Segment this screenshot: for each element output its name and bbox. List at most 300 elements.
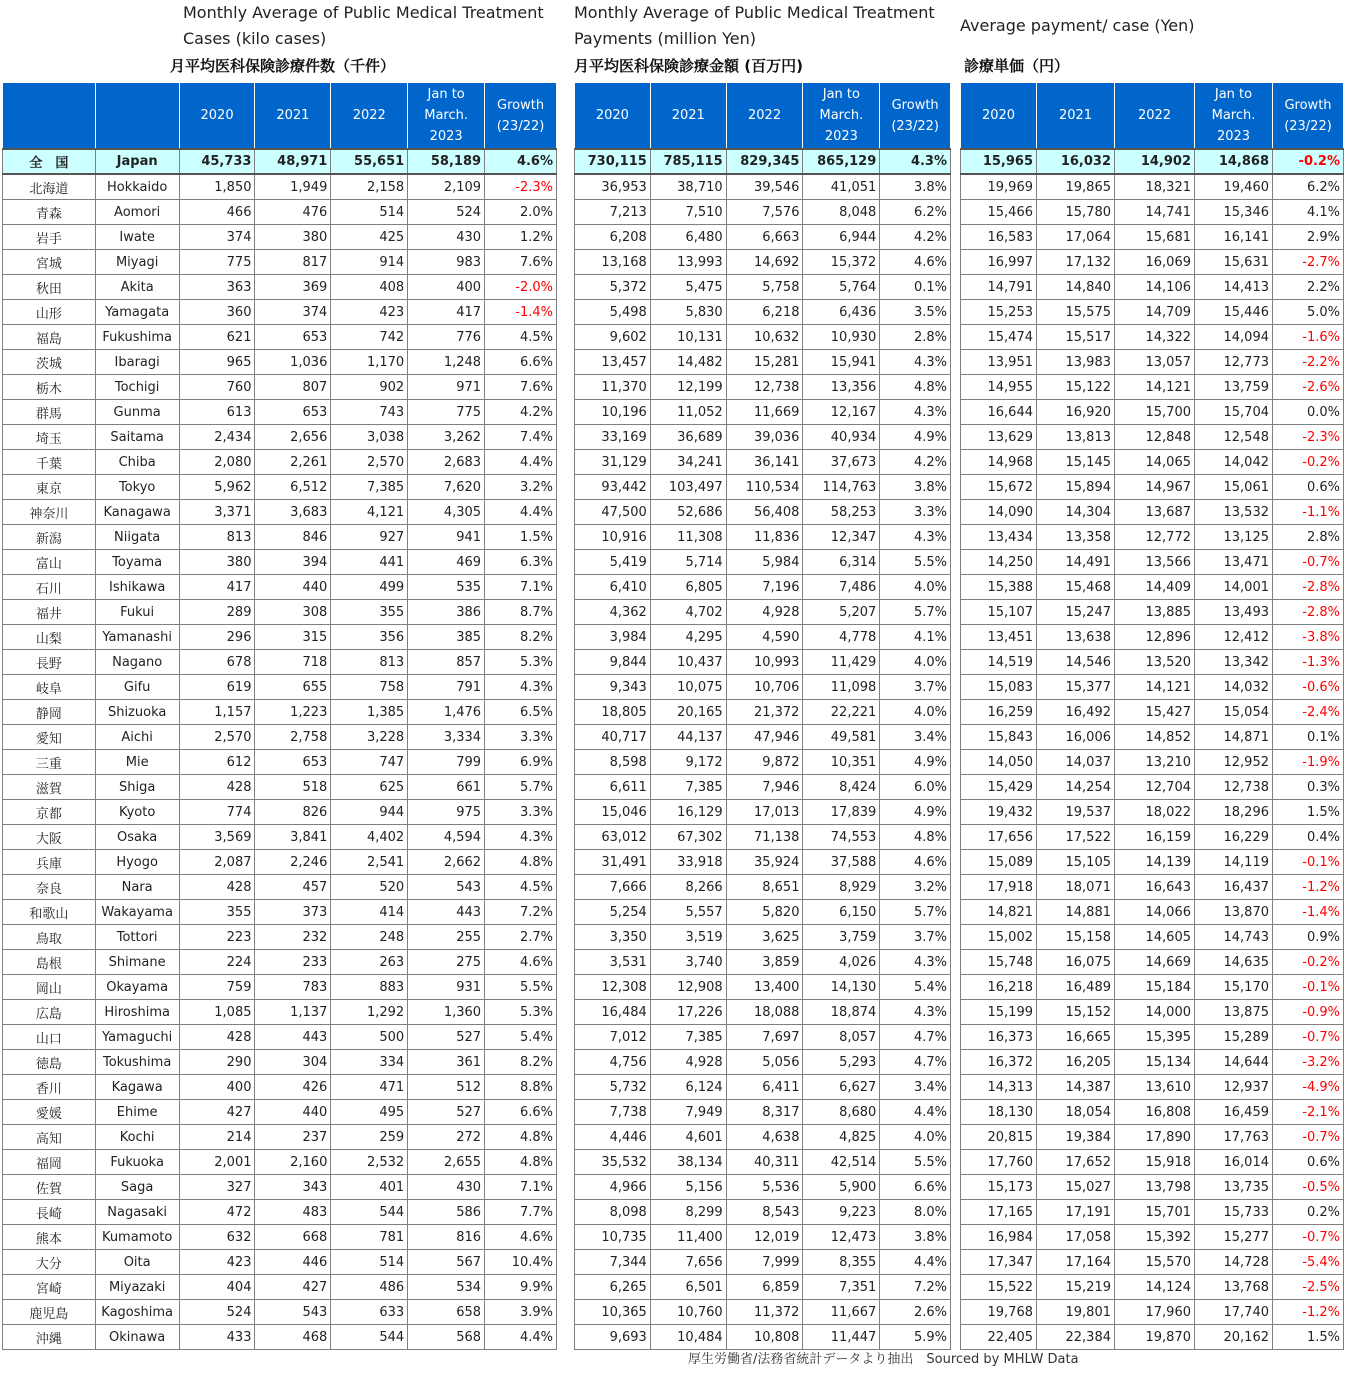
value-cell: 31,129 xyxy=(575,450,651,475)
prefecture-en-cell: Miyazaki xyxy=(95,1275,179,1300)
value-cell: 14,605 xyxy=(1115,925,1195,950)
value-cell: 2,434 xyxy=(179,425,255,450)
value-cell: 40,311 xyxy=(726,1150,803,1175)
value-cell: 12,199 xyxy=(650,375,726,400)
value-cell: 9,343 xyxy=(575,675,651,700)
table-row xyxy=(3,350,557,375)
value-cell: 468 xyxy=(255,1325,331,1350)
value-cell: 15,372 xyxy=(803,250,880,275)
prefecture-en-cell: Hiroshima xyxy=(95,1000,179,1025)
value-cell: 944 xyxy=(331,800,408,825)
value-cell: 760 xyxy=(179,375,255,400)
value-cell: 14,868 xyxy=(1195,149,1273,174)
value-cell: 613 xyxy=(179,400,255,425)
table-row xyxy=(3,174,557,200)
value-cell: 425 xyxy=(331,225,408,250)
value-cell: 56,408 xyxy=(726,500,803,525)
value-cell: 404 xyxy=(179,1275,255,1300)
growth-cell: 2.7% xyxy=(485,925,557,950)
value-cell: 14,955 xyxy=(961,375,1037,400)
value-cell: 16,129 xyxy=(650,800,726,825)
value-cell: 35,532 xyxy=(575,1150,651,1175)
value-cell: 14,254 xyxy=(1037,775,1115,800)
value-cell: 16,218 xyxy=(961,975,1037,1000)
value-cell: 15,122 xyxy=(1037,375,1115,400)
growth-cell: 7.2% xyxy=(485,900,557,925)
value-cell: 11,098 xyxy=(803,675,880,700)
value-cell: 15,570 xyxy=(1115,1250,1195,1275)
growth-cell: 6.2% xyxy=(880,200,951,225)
growth-cell: -5.4% xyxy=(1273,1250,1344,1275)
table-row xyxy=(575,1325,951,1350)
value-cell: 846 xyxy=(255,525,331,550)
prefecture-en-cell: Oita xyxy=(95,1250,179,1275)
value-cell: 12,772 xyxy=(1115,525,1195,550)
table-row xyxy=(961,375,1344,400)
value-cell: 36,953 xyxy=(575,174,651,200)
value-cell: 6,265 xyxy=(575,1275,651,1300)
growth-cell: 3.9% xyxy=(485,1300,557,1325)
value-cell: 5,156 xyxy=(650,1175,726,1200)
value-cell: 17,347 xyxy=(961,1250,1037,1275)
table-row xyxy=(3,675,557,700)
header-blank xyxy=(95,83,179,150)
prefecture-en-cell: Hyogo xyxy=(95,850,179,875)
value-cell: 3,859 xyxy=(726,950,803,975)
value-cell: 17,760 xyxy=(961,1150,1037,1175)
value-cell: 18,088 xyxy=(726,1000,803,1025)
value-cell: 6,663 xyxy=(726,225,803,250)
growth-cell: 4.6% xyxy=(485,149,557,174)
prefecture-ja-cell: 長崎 xyxy=(3,1200,96,1225)
value-cell: 12,548 xyxy=(1195,425,1273,450)
growth-cell: -4.9% xyxy=(1273,1075,1344,1100)
growth-cell: 5.7% xyxy=(880,600,951,625)
value-cell: 356 xyxy=(331,625,408,650)
prefecture-en-cell: Yamagata xyxy=(95,300,179,325)
value-cell: 48,971 xyxy=(255,149,331,174)
value-cell: 443 xyxy=(408,900,485,925)
value-cell: 17,164 xyxy=(1037,1250,1115,1275)
value-cell: 19,460 xyxy=(1195,174,1273,200)
payments-header-row xyxy=(575,83,951,150)
value-cell: 975 xyxy=(408,800,485,825)
value-cell: 9,693 xyxy=(575,1325,651,1350)
prefecture-ja-cell: 沖縄 xyxy=(3,1325,96,1350)
value-cell: 7,666 xyxy=(575,875,651,900)
growth-cell: 7.6% xyxy=(485,375,557,400)
value-cell: 534 xyxy=(408,1275,485,1300)
value-cell: 15,466 xyxy=(961,200,1037,225)
value-cell: 15,002 xyxy=(961,925,1037,950)
value-cell: 14,130 xyxy=(803,975,880,1000)
value-cell: 632 xyxy=(179,1225,255,1250)
header-2022: 2022 xyxy=(1115,83,1195,150)
value-cell: 13,342 xyxy=(1195,650,1273,675)
value-cell: 8,098 xyxy=(575,1200,651,1225)
value-cell: 14,001 xyxy=(1195,575,1273,600)
value-cell: 1,223 xyxy=(255,700,331,725)
prefecture-ja-cell: 鹿児島 xyxy=(3,1300,96,1325)
prefecture-en-cell: Gifu xyxy=(95,675,179,700)
table-row xyxy=(961,1200,1344,1225)
value-cell: 544 xyxy=(331,1325,408,1350)
growth-cell: -2.7% xyxy=(1273,250,1344,275)
value-cell: 4,702 xyxy=(650,600,726,625)
value-cell: 52,686 xyxy=(650,500,726,525)
table-row xyxy=(3,525,557,550)
value-cell: 18,805 xyxy=(575,700,651,725)
header-jan-mar-2023: Jan to March. 2023 xyxy=(408,83,485,150)
growth-cell: 5.0% xyxy=(1273,300,1344,325)
value-cell: 35,924 xyxy=(726,850,803,875)
value-cell: 42,514 xyxy=(803,1150,880,1175)
value-cell: 5,557 xyxy=(650,900,726,925)
value-cell: 486 xyxy=(331,1275,408,1300)
table-row xyxy=(3,600,557,625)
growth-cell: -1.2% xyxy=(1273,1300,1344,1325)
value-cell: 7,486 xyxy=(803,575,880,600)
growth-cell: -2.4% xyxy=(1273,700,1344,725)
value-cell: 18,874 xyxy=(803,1000,880,1025)
value-cell: 22,384 xyxy=(1037,1325,1115,1350)
growth-cell: 3.7% xyxy=(880,675,951,700)
growth-cell: 4.3% xyxy=(880,525,951,550)
value-cell: 14,519 xyxy=(961,650,1037,675)
value-cell: 15,289 xyxy=(1195,1025,1273,1050)
value-cell: 11,447 xyxy=(803,1325,880,1350)
value-cell: 653 xyxy=(255,325,331,350)
value-cell: 625 xyxy=(331,775,408,800)
value-cell: 774 xyxy=(179,800,255,825)
table-row xyxy=(961,1325,1344,1350)
value-cell: 19,432 xyxy=(961,800,1037,825)
growth-cell: 4.2% xyxy=(880,225,951,250)
value-cell: 16,484 xyxy=(575,1000,651,1025)
value-cell: 8,048 xyxy=(803,200,880,225)
value-cell: 971 xyxy=(408,375,485,400)
prefecture-ja-cell: 大阪 xyxy=(3,825,96,850)
value-cell: 3,759 xyxy=(803,925,880,950)
value-cell: 296 xyxy=(179,625,255,650)
growth-cell: 6.2% xyxy=(1273,174,1344,200)
table-row xyxy=(575,575,951,600)
value-cell: 427 xyxy=(255,1275,331,1300)
value-cell: 469 xyxy=(408,550,485,575)
value-cell: 742 xyxy=(331,325,408,350)
prefecture-ja-cell: 青森 xyxy=(3,200,96,225)
table-row xyxy=(961,500,1344,525)
growth-cell: 4.4% xyxy=(485,1325,557,1350)
prefecture-ja-cell: 宮城 xyxy=(3,250,96,275)
prefecture-ja-cell: 静岡 xyxy=(3,700,96,725)
value-cell: 355 xyxy=(179,900,255,925)
table-row xyxy=(3,1000,557,1025)
value-cell: 527 xyxy=(408,1100,485,1125)
value-cell: 47,946 xyxy=(726,725,803,750)
value-cell: 4,026 xyxy=(803,950,880,975)
value-cell: 13,687 xyxy=(1115,500,1195,525)
table-row xyxy=(575,225,951,250)
growth-cell: 9.9% xyxy=(485,1275,557,1300)
table-row xyxy=(3,1300,557,1325)
prefecture-en-cell: Shiga xyxy=(95,775,179,800)
table-row xyxy=(961,200,1344,225)
table-row xyxy=(961,675,1344,700)
value-cell: 114,763 xyxy=(803,475,880,500)
value-cell: 10,760 xyxy=(650,1300,726,1325)
value-cell: 15,377 xyxy=(1037,675,1115,700)
value-cell: 19,870 xyxy=(1115,1325,1195,1350)
value-cell: 15,199 xyxy=(961,1000,1037,1025)
header-growth: Growth (23/22) xyxy=(880,83,951,150)
value-cell: 14,139 xyxy=(1115,850,1195,875)
value-cell: 11,370 xyxy=(575,375,651,400)
table-row xyxy=(961,425,1344,450)
value-cell: 10,484 xyxy=(650,1325,726,1350)
value-cell: 6,805 xyxy=(650,575,726,600)
growth-cell: 4.3% xyxy=(880,1000,951,1025)
value-cell: 93,442 xyxy=(575,475,651,500)
value-cell: 7,012 xyxy=(575,1025,651,1050)
value-cell: 3,531 xyxy=(575,950,651,975)
table-row xyxy=(575,450,951,475)
value-cell: 428 xyxy=(179,875,255,900)
value-cell: 8,598 xyxy=(575,750,651,775)
value-cell: 2,541 xyxy=(331,850,408,875)
value-cell: 12,704 xyxy=(1115,775,1195,800)
value-cell: 355 xyxy=(331,600,408,625)
value-cell: 5,254 xyxy=(575,900,651,925)
prefecture-ja-cell: 島根 xyxy=(3,950,96,975)
table-row xyxy=(3,875,557,900)
table-row xyxy=(575,700,951,725)
table-row xyxy=(961,550,1344,575)
value-cell: 15,429 xyxy=(961,775,1037,800)
table-row xyxy=(961,825,1344,850)
value-cell: 14,065 xyxy=(1115,450,1195,475)
growth-cell: 4.7% xyxy=(880,1025,951,1050)
table-row xyxy=(3,1075,557,1100)
value-cell: 12,848 xyxy=(1115,425,1195,450)
growth-cell: 7.1% xyxy=(485,1175,557,1200)
growth-cell: 8.2% xyxy=(485,625,557,650)
table-row xyxy=(961,350,1344,375)
value-cell: 8,680 xyxy=(803,1100,880,1125)
total-row xyxy=(575,149,951,174)
growth-cell: 3.5% xyxy=(880,300,951,325)
value-cell: 6,411 xyxy=(726,1075,803,1100)
table-row xyxy=(575,975,951,1000)
value-cell: 13,870 xyxy=(1195,900,1273,925)
value-cell: 16,006 xyxy=(1037,725,1115,750)
value-cell: 883 xyxy=(331,975,408,1000)
growth-cell: 3.7% xyxy=(880,925,951,950)
table-row xyxy=(3,1275,557,1300)
value-cell: 10,993 xyxy=(726,650,803,675)
value-cell: 5,498 xyxy=(575,300,651,325)
growth-cell: 5.9% xyxy=(880,1325,951,1350)
prefecture-en-cell: Kagawa xyxy=(95,1075,179,1100)
growth-cell: 4.6% xyxy=(880,250,951,275)
value-cell: 13,768 xyxy=(1195,1275,1273,1300)
growth-cell: -3.8% xyxy=(1273,625,1344,650)
value-cell: 1,850 xyxy=(179,174,255,200)
value-cell: 524 xyxy=(408,200,485,225)
table-row xyxy=(575,1175,951,1200)
value-cell: 15,894 xyxy=(1037,475,1115,500)
table-row xyxy=(575,1100,951,1125)
value-cell: 14,250 xyxy=(961,550,1037,575)
table-row xyxy=(961,1175,1344,1200)
growth-cell: 6.6% xyxy=(485,1100,557,1125)
value-cell: 15,173 xyxy=(961,1175,1037,1200)
growth-cell: 4.4% xyxy=(485,500,557,525)
value-cell: 678 xyxy=(179,650,255,675)
value-cell: 1,292 xyxy=(331,1000,408,1025)
growth-cell: 4.4% xyxy=(880,1100,951,1125)
prefecture-en-cell: Ishikawa xyxy=(95,575,179,600)
value-cell: 334 xyxy=(331,1050,408,1075)
prefecture-en-cell: Kumamoto xyxy=(95,1225,179,1250)
value-cell: 55,651 xyxy=(331,149,408,174)
value-cell: 17,740 xyxy=(1195,1300,1273,1325)
value-cell: 63,012 xyxy=(575,825,651,850)
value-cell: 3,841 xyxy=(255,825,331,850)
value-cell: 16,032 xyxy=(1037,149,1115,174)
table-row xyxy=(3,800,557,825)
prefecture-en-cell: Aomori xyxy=(95,200,179,225)
growth-cell: 4.3% xyxy=(880,149,951,174)
value-cell: 7,385 xyxy=(650,775,726,800)
value-cell: 2,662 xyxy=(408,850,485,875)
table-row xyxy=(961,650,1344,675)
table-row xyxy=(575,1300,951,1325)
total-row xyxy=(961,149,1344,174)
value-cell: 39,546 xyxy=(726,174,803,200)
value-cell: 471 xyxy=(331,1075,408,1100)
value-cell: 17,226 xyxy=(650,1000,726,1025)
table-row xyxy=(575,1250,951,1275)
growth-cell: 3.2% xyxy=(880,875,951,900)
value-cell: 11,836 xyxy=(726,525,803,550)
table-row xyxy=(3,1050,557,1075)
table-row xyxy=(961,1100,1344,1125)
value-cell: 2,080 xyxy=(179,450,255,475)
table-row xyxy=(961,575,1344,600)
table-row xyxy=(3,1025,557,1050)
value-cell: 385 xyxy=(408,625,485,650)
value-cell: 983 xyxy=(408,250,485,275)
value-cell: 374 xyxy=(179,225,255,250)
value-cell: 7,697 xyxy=(726,1025,803,1050)
prefecture-ja-cell: 福島 xyxy=(3,325,96,350)
value-cell: 13,471 xyxy=(1195,550,1273,575)
value-cell: 3,625 xyxy=(726,925,803,950)
value-cell: 38,134 xyxy=(650,1150,726,1175)
growth-cell: 4.8% xyxy=(485,850,557,875)
value-cell: 514 xyxy=(331,1250,408,1275)
table-row xyxy=(575,650,951,675)
value-cell: 7,999 xyxy=(726,1250,803,1275)
table-row xyxy=(3,1100,557,1125)
value-cell: 4,305 xyxy=(408,500,485,525)
table-row xyxy=(575,1275,951,1300)
value-cell: 17,013 xyxy=(726,800,803,825)
value-cell: 8,424 xyxy=(803,775,880,800)
value-cell: 1,248 xyxy=(408,350,485,375)
value-cell: 17,918 xyxy=(961,875,1037,900)
value-cell: 423 xyxy=(179,1250,255,1275)
table-row xyxy=(961,775,1344,800)
value-cell: 10,706 xyxy=(726,675,803,700)
growth-cell: 3.8% xyxy=(880,475,951,500)
table-row xyxy=(575,825,951,850)
value-cell: 37,588 xyxy=(803,850,880,875)
value-cell: 15,631 xyxy=(1195,250,1273,275)
growth-cell: -0.6% xyxy=(1273,675,1344,700)
growth-cell: 3.4% xyxy=(880,1075,951,1100)
growth-cell: 4.6% xyxy=(485,1225,557,1250)
growth-cell: 8.2% xyxy=(485,1050,557,1075)
value-cell: 13,356 xyxy=(803,375,880,400)
value-cell: 12,738 xyxy=(1195,775,1273,800)
value-cell: 17,960 xyxy=(1115,1300,1195,1325)
value-cell: 12,412 xyxy=(1195,625,1273,650)
value-cell: 7,738 xyxy=(575,1100,651,1125)
value-cell: 619 xyxy=(179,675,255,700)
value-cell: 829,345 xyxy=(726,149,803,174)
prefecture-ja-cell: 福井 xyxy=(3,600,96,625)
value-cell: 544 xyxy=(331,1200,408,1225)
table-row xyxy=(3,925,557,950)
value-cell: 6,314 xyxy=(803,550,880,575)
value-cell: 8,057 xyxy=(803,1025,880,1050)
value-cell: 14,840 xyxy=(1037,275,1115,300)
value-cell: 11,669 xyxy=(726,400,803,425)
value-cell: 14,050 xyxy=(961,750,1037,775)
value-cell: 37,673 xyxy=(803,450,880,475)
value-cell: 15,474 xyxy=(961,325,1037,350)
value-cell: 408 xyxy=(331,275,408,300)
value-cell: 5,732 xyxy=(575,1075,651,1100)
table-row xyxy=(3,450,557,475)
growth-cell: 2.9% xyxy=(1273,225,1344,250)
prefecture-en-cell: Hokkaido xyxy=(95,174,179,200)
value-cell: 543 xyxy=(255,1300,331,1325)
value-cell: 14,852 xyxy=(1115,725,1195,750)
value-cell: 743 xyxy=(331,400,408,425)
value-cell: 394 xyxy=(255,550,331,575)
prefecture-ja-cell: 長野 xyxy=(3,650,96,675)
growth-cell: 8.0% xyxy=(880,1200,951,1225)
table-row xyxy=(575,625,951,650)
value-cell: 13,400 xyxy=(726,975,803,1000)
value-cell: 417 xyxy=(408,300,485,325)
value-cell: 14,121 xyxy=(1115,375,1195,400)
value-cell: 567 xyxy=(408,1250,485,1275)
growth-cell: -1.9% xyxy=(1273,750,1344,775)
value-cell: 16,014 xyxy=(1195,1150,1273,1175)
value-cell: 17,064 xyxy=(1037,225,1115,250)
prefecture-en-cell: Aichi xyxy=(95,725,179,750)
value-cell: 15,446 xyxy=(1195,300,1273,325)
prefecture-en-cell: Nara xyxy=(95,875,179,900)
value-cell: 8,543 xyxy=(726,1200,803,1225)
prefecture-en-cell: Tokyo xyxy=(95,475,179,500)
table-row xyxy=(3,725,557,750)
growth-cell: 2.8% xyxy=(1273,525,1344,550)
